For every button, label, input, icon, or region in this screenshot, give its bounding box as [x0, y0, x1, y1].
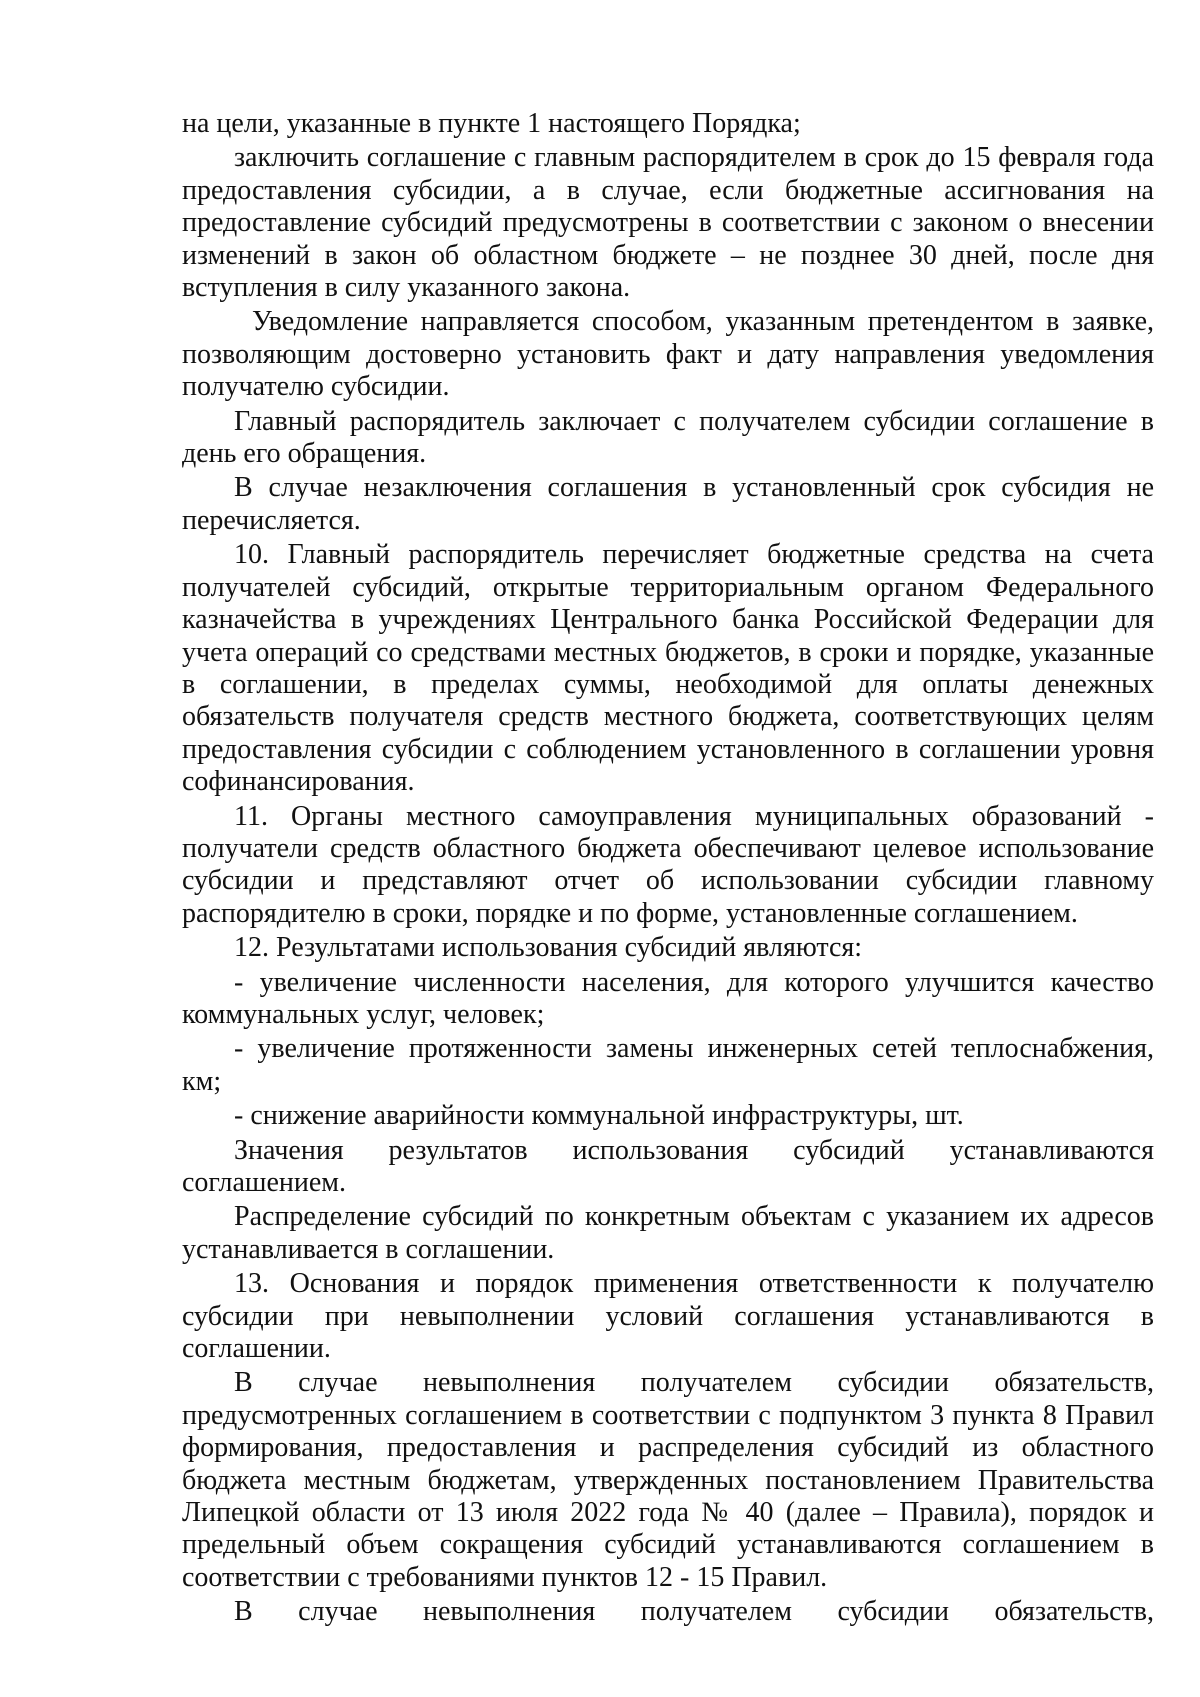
paragraph-distribution: Распределение субсидий по конкретным объектам с указанием их адресов устанавливается в соглашении. — [182, 1201, 1154, 1265]
paragraph-item-10: 10. Главный распорядитель перечисляет бюджетные средства на счета получателей субсидий, открытые территориальным органом Федерального казначейства в учреждениях Центрального банка Российской Федерации для учета операций со средствами местных бюджетов, в сроки и порядке, указанные в соглашении, в пределах суммы, необходимой для оплаты денежных обязательств получателя средств местного бюджета, соответствующих целям предоставления субсидии с соблюдением установленного в соглашении уровня софинансирования. — [182, 539, 1154, 798]
list-item-accidents: - снижение аварийности коммунальной инфраструктуры, шт. — [234, 1100, 964, 1132]
paragraph-obligations-violation: В случае невыполнения получателем субсидии обязательств, предусмотренных соглашением в соответствии с подпунктом 3 пункта 8 Правил формирования, предоставления и распределения субсидий из областного бюджета местным бюджетам, утвержденных постановлением Правительства Липецкой области от 13 июля 2022 года № 40 (далее – Правила), порядок и предельный объем сокращения субсидий устанавливаются соглашением в соответствии с требованиями пунктов 12 - 15 Правил. — [182, 1367, 1154, 1593]
paragraph-notification: Уведомление направляется способом, указанным претендентом в заявке, позволяющим достоверно установить факт и дату направления уведомления получателю субсидии. — [182, 306, 1154, 403]
paragraph-item-11: 11. Органы местного самоуправления муниципальных образований - получатели средств областного бюджета обеспечивают целевое использование субсидии и представляют отчет об использовании субсидии главному распорядителю в сроки, порядке и по форме, установленные соглашением. — [182, 800, 1154, 929]
list-item-networks: - увеличение протяженности замены инженерных сетей теплоснабжения, км; — [182, 1033, 1154, 1097]
paragraph-item-13: 13. Основания и порядок применения ответственности к получателю субсидии при невыполнении условий соглашения устанавливаются в соглашении. — [182, 1268, 1154, 1365]
paragraph-agreement-conclusion: Главный распорядитель заключает с получателем субсидии соглашение в день его обращения. — [182, 405, 1154, 470]
paragraph-item-12: 12. Результатами использования субсидий являются: — [234, 932, 863, 964]
document-page — [182, 108, 1154, 1629]
paragraph-non-conclusion: В случае незаключения соглашения в установленный срок субсидия не перечисляется. — [182, 472, 1154, 536]
paragraph-agreement-deadline: заключить соглашение с главным распорядителем в срок до 15 февраля года предоставления субсидии, а в случае, если бюджетные ассигнования на предоставление субсидий предусмотрены в соответствии с законом о внесении изменений в закон об областном бюджете – не позднее 30 дней, после дня вступления в силу указанного закона. — [182, 142, 1154, 304]
paragraph-result-values: Значения результатов использования субсидий устанавливаются соглашением. — [182, 1134, 1154, 1198]
paragraph-obligations-violation-cont: В случае невыполнения получателем субсидии обязательств, — [234, 1596, 1154, 1628]
paragraph-continuation: на цели, указанные в пункте 1 настоящего Порядка; — [182, 108, 801, 139]
list-item-population: - увеличение численности населения, для которого улучшится качество коммунальных услуг, человек; — [182, 966, 1154, 1030]
